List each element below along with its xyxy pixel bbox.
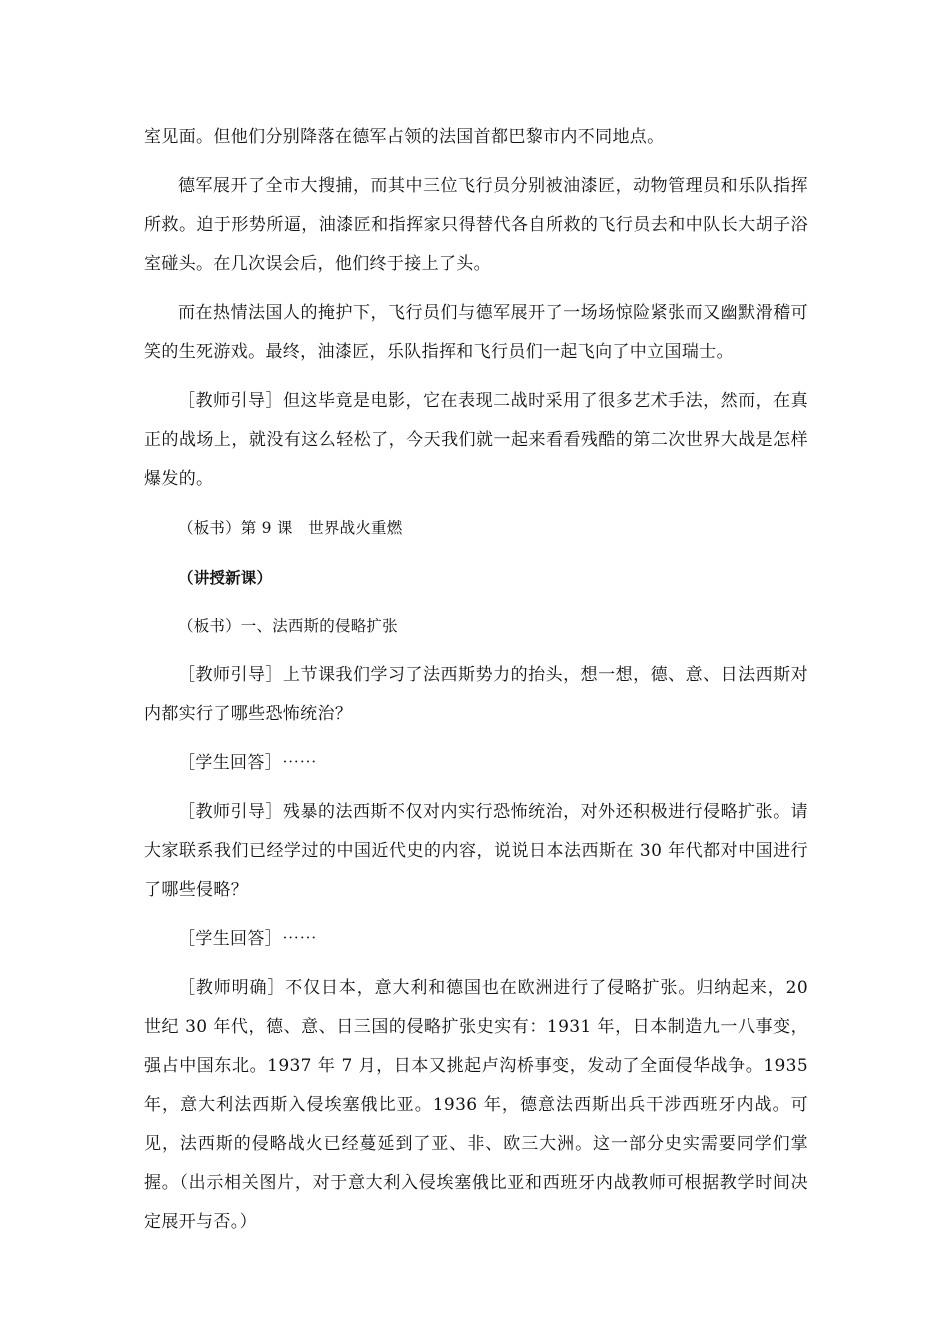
paragraph-student-answer-2: ［学生回答］⋯⋯	[178, 929, 317, 949]
document-body	[144, 118, 808, 1242]
paragraph-1: 室见面。但他们分别降落在德军占领的法国首都巴黎市内不同地点。	[144, 127, 665, 147]
paragraph-3: 而在热情法国人的掩护下，飞行员们与德军展开了一场场惊险紧张而又幽默滑稽可笑的生死游戏。最终，油漆匠，乐队指挥和飞行员们一起飞向了中立国瑞士。	[144, 303, 808, 362]
paragraph-4: ［教师引导］但这毕竟是电影，它在表现二战时采用了很多艺术手法，然而，在真正的战场上，就没有这么轻松了，今天我们就一起来看看残酷的第二次世界大战是怎样爆发的。	[144, 391, 808, 489]
paragraph-teacher-guide-2: ［教师引导］残暴的法西斯不仅对内实行恐怖统治，对外还积极进行侵略扩张。请大家联系我们已经学过的中国近代史的内容，说说日本法西斯在 30 年代都对中国进行了哪些侵略？	[144, 802, 808, 900]
board-note-lesson-title: （板书）第 9 课 世界战火重燃	[178, 519, 403, 537]
paragraph-2: 德军展开了全市大搜捕，而其中三位飞行员分别被油漆匠，动物管理员和乐队指挥所救。迫于形势所逼，油漆匠和指挥家只得替代各自所救的飞行员去和中队长大胡子浴室碰头。在几次误会后，他们终于接上了头。	[144, 176, 808, 274]
board-note-section-one: （板书）一、法西斯的侵略扩张	[178, 617, 398, 635]
paragraph-student-answer-1: ［学生回答］⋯⋯	[178, 753, 317, 773]
paragraph-teacher-clarify: ［教师明确］不仅日本，意大利和德国也在欧洲进行了侵略扩张。归纳起来，20 世纪 30 年代，德、意、日三国的侵略扩张史实有：1931 年，日本制造九一八事变，强占中国东北。1937 年 7 月，日本又挑起卢沟桥事变，发动了全面侵华战争。1935 年，意大利法西斯入侵埃塞俄比亚。1936 年，德意法西斯出兵干涉西班牙内战。可见，法西斯的侵略战火已经蔓延到了亚、非、欧三大洲。这一部分史实需要同学们掌握。（出示相关图片，对于意大利入侵埃塞俄比亚和西班牙内战教师可根据教学时间决定展开与否。）	[144, 978, 808, 1232]
paragraph-teacher-guide-1: ［教师引导］上节课我们学习了法西斯势力的抬头，想一想，德、意、日法西斯对内都实行了哪些恐怖统治？	[144, 665, 808, 724]
section-heading-new-lesson: （讲授新课）	[178, 568, 273, 587]
